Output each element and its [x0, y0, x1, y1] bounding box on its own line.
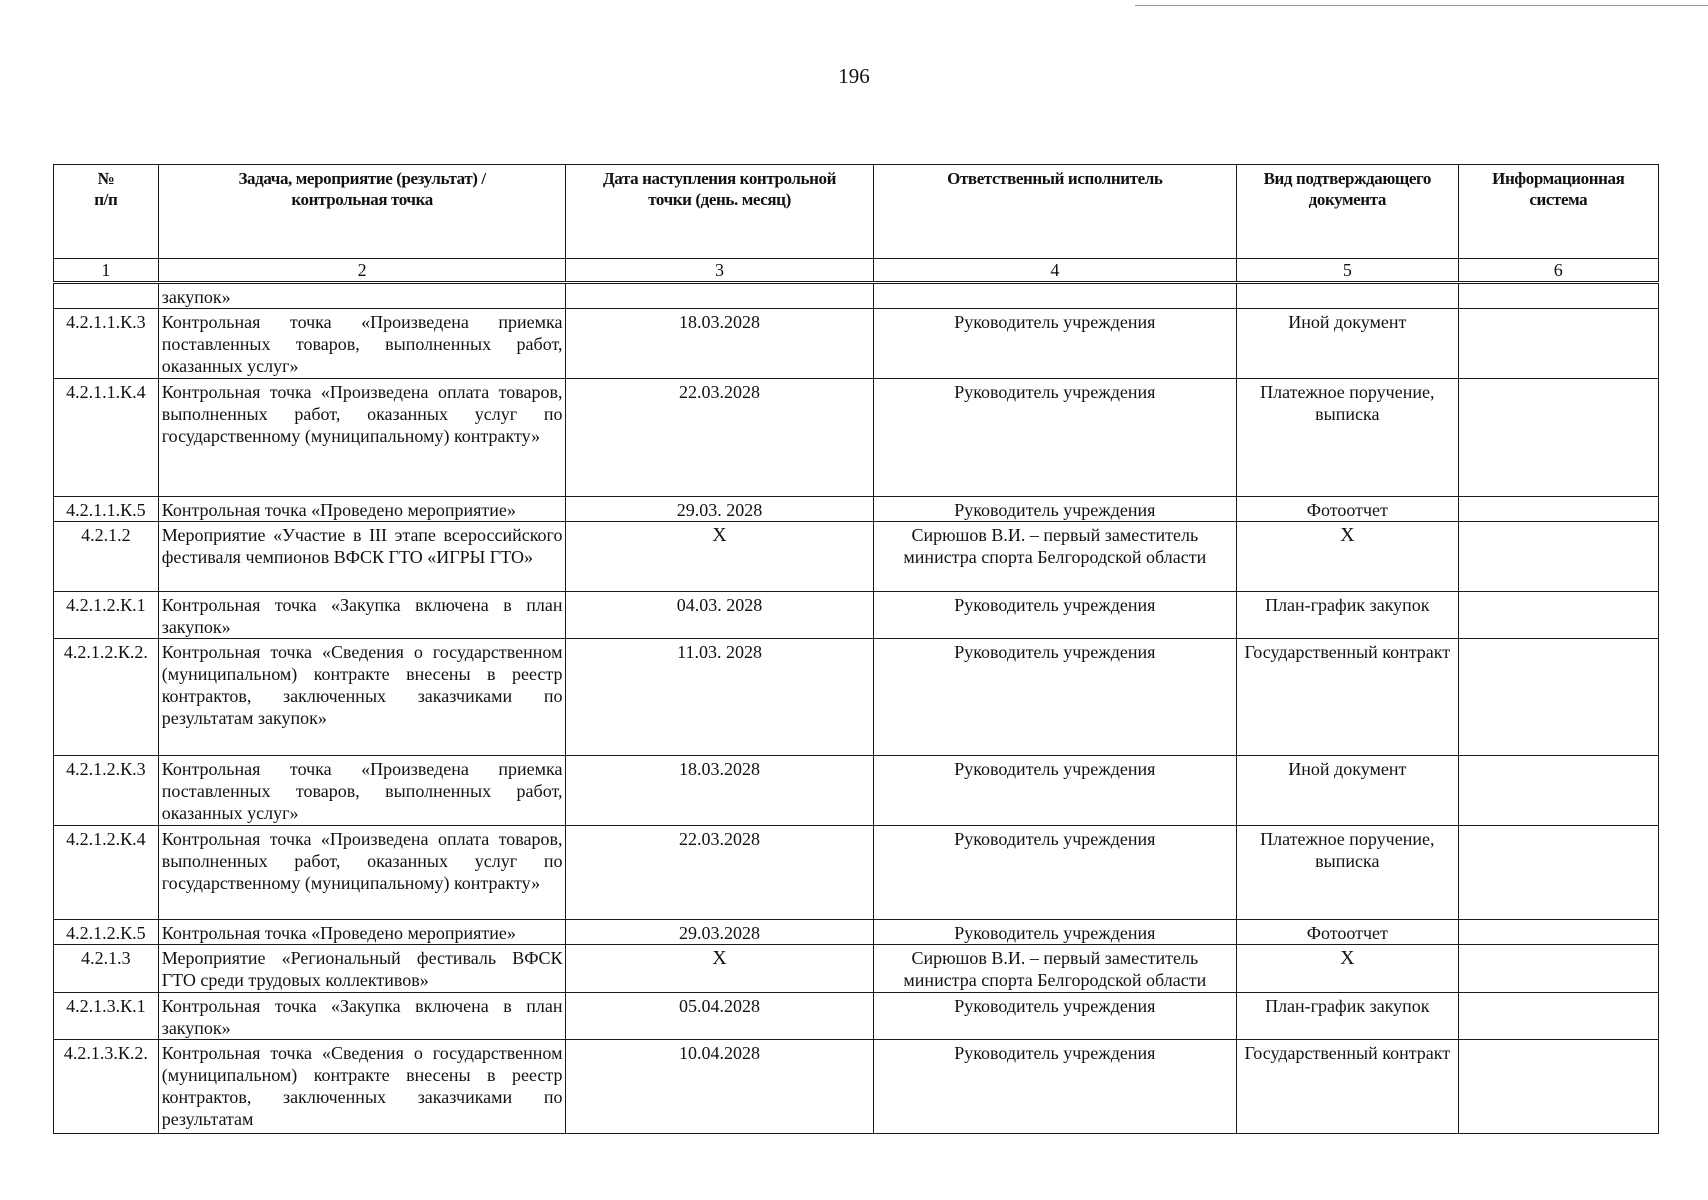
row-system — [1458, 379, 1658, 497]
row-number — [54, 283, 159, 309]
column-number: 6 — [1458, 259, 1658, 283]
row-document: План-график закупок — [1237, 592, 1459, 639]
row-executor: Сирюшов В.И. – первый заместитель министра спорта Белгородской области — [873, 522, 1236, 592]
row-date: 29.03. 2028 — [566, 497, 873, 522]
row-executor: Руководитель учреждения — [873, 309, 1236, 379]
table-row — [54, 945, 1659, 993]
row-system — [1458, 522, 1658, 592]
row-system — [1458, 756, 1658, 826]
row-document: Государственный контракт — [1237, 639, 1459, 756]
control-points-table — [53, 164, 1659, 1134]
table-row — [54, 1040, 1659, 1134]
row-system — [1458, 309, 1658, 379]
column-number: 5 — [1237, 259, 1459, 283]
row-task: Контрольная точка «Произведена оплата товаров, выполненных работ, оказанных услуг по государственному (муниципальному) контракту» — [158, 379, 566, 497]
table-row — [54, 309, 1659, 379]
row-system — [1458, 945, 1658, 993]
row-number: 4.2.1.2.К.4 — [54, 826, 159, 920]
table-row — [54, 826, 1659, 920]
row-number: 4.2.1.2.К.5 — [54, 920, 159, 945]
column-number: 1 — [54, 259, 159, 283]
row-date — [566, 283, 873, 309]
row-document: Платежное поручение, выписка — [1237, 379, 1459, 497]
row-executor: Руководитель учреждения — [873, 379, 1236, 497]
row-executor: Руководитель учреждения — [873, 920, 1236, 945]
row-date: 18.03.2028 — [566, 309, 873, 379]
row-system — [1458, 1040, 1658, 1134]
row-date: Х — [566, 945, 873, 993]
row-number: 4.2.1.2 — [54, 522, 159, 592]
row-date: 10.04.2028 — [566, 1040, 873, 1134]
row-task: Контрольная точка «Сведения о государственном (муниципальном) контракте внесены в реестр контрактов, заключенных заказчиками по результатам — [158, 1040, 566, 1134]
row-executor: Руководитель учреждения — [873, 639, 1236, 756]
header-num: № п/п — [54, 165, 159, 259]
row-task: Контрольная точка «Закупка включена в план закупок» — [158, 993, 566, 1040]
row-system — [1458, 993, 1658, 1040]
row-task: Контрольная точка «Проведено мероприятие» — [158, 920, 566, 945]
row-number: 4.2.1.3 — [54, 945, 159, 993]
row-document: Платежное поручение, выписка — [1237, 826, 1459, 920]
row-number: 4.2.1.2.К.2. — [54, 639, 159, 756]
row-document: Иной документ — [1237, 309, 1459, 379]
row-task: Контрольная точка «Произведена приемка поставленных товаров, выполненных работ, оказанных услуг» — [158, 309, 566, 379]
row-task: закупок» — [158, 283, 566, 309]
row-executor: Руководитель учреждения — [873, 993, 1236, 1040]
column-number-row — [54, 259, 1659, 283]
table-row — [54, 592, 1659, 639]
row-system — [1458, 497, 1658, 522]
row-executor: Руководитель учреждения — [873, 592, 1236, 639]
row-executor: Руководитель учреждения — [873, 1040, 1236, 1134]
row-date: 22.03.2028 — [566, 826, 873, 920]
row-date: 29.03.2028 — [566, 920, 873, 945]
row-task: Контрольная точка «Произведена приемка поставленных товаров, выполненных работ, оказанных услуг» — [158, 756, 566, 826]
header-row — [54, 165, 1659, 259]
row-number: 4.2.1.2.К.3 — [54, 756, 159, 826]
table-row — [54, 993, 1659, 1040]
row-system — [1458, 283, 1658, 309]
row-document — [1237, 283, 1459, 309]
table-row — [54, 497, 1659, 522]
row-number: 4.2.1.3.К.2. — [54, 1040, 159, 1134]
column-number: 2 — [158, 259, 566, 283]
row-document: План-график закупок — [1237, 993, 1459, 1040]
row-document: Х — [1237, 522, 1459, 592]
row-date: Х — [566, 522, 873, 592]
row-number: 4.2.1.3.К.1 — [54, 993, 159, 1040]
row-date: 22.03.2028 — [566, 379, 873, 497]
column-number: 4 — [873, 259, 1236, 283]
column-number: 3 — [566, 259, 873, 283]
row-system — [1458, 826, 1658, 920]
table-row — [54, 379, 1659, 497]
table-row — [54, 639, 1659, 756]
row-task: Мероприятие «Участие в III этапе всероссийского фестиваля чемпионов ВФСК ГТО «ИГРЫ ГТО» — [158, 522, 566, 592]
row-task: Контрольная точка «Произведена оплата товаров, выполненных работ, оказанных услуг по государственному (муниципальному) контракту» — [158, 826, 566, 920]
row-task: Контрольная точка «Проведено мероприятие» — [158, 497, 566, 522]
row-number: 4.2.1.2.К.1 — [54, 592, 159, 639]
row-number: 4.2.1.1.К.4 — [54, 379, 159, 497]
row-executor: Руководитель учреждения — [873, 826, 1236, 920]
row-number: 4.2.1.1.К.5 — [54, 497, 159, 522]
row-system — [1458, 639, 1658, 756]
row-document: Х — [1237, 945, 1459, 993]
row-date: 05.04.2028 — [566, 993, 873, 1040]
row-task: Контрольная точка «Закупка включена в план закупок» — [158, 592, 566, 639]
table-row — [54, 283, 1659, 309]
row-task: Контрольная точка «Сведения о государственном (муниципальном) контракте внесены в реестр контрактов, заключенных заказчиками по результатам закупок» — [158, 639, 566, 756]
table-row — [54, 522, 1659, 592]
row-system — [1458, 920, 1658, 945]
top-border-line — [1135, 5, 1708, 6]
row-executor: Сирюшов В.И. – первый заместитель министра спорта Белгородской области — [873, 945, 1236, 993]
row-document: Государственный контракт — [1237, 1040, 1459, 1134]
row-executor: Руководитель учреждения — [873, 756, 1236, 826]
header-executor: Ответственный исполнитель — [873, 165, 1236, 259]
row-date: 18.03.2028 — [566, 756, 873, 826]
table-row — [54, 756, 1659, 826]
row-task: Мероприятие «Региональный фестиваль ВФСК ГТО среди трудовых коллективов» — [158, 945, 566, 993]
page-number: 196 — [838, 64, 870, 88]
row-system — [1458, 592, 1658, 639]
header-document: Вид подтверждающего документа — [1237, 165, 1459, 259]
table-row — [54, 920, 1659, 945]
row-executor — [873, 283, 1236, 309]
header-date: Дата наступления контрольной точки (день. месяц) — [566, 165, 873, 259]
row-number: 4.2.1.1.К.3 — [54, 309, 159, 379]
header-task: Задача, мероприятие (результат) / контрольная точка — [158, 165, 566, 259]
header-system: Информационная система — [1458, 165, 1658, 259]
row-document: Фотоотчет — [1237, 920, 1459, 945]
row-document: Иной документ — [1237, 756, 1459, 826]
row-document: Фотоотчет — [1237, 497, 1459, 522]
row-date: 04.03. 2028 — [566, 592, 873, 639]
row-date: 11.03. 2028 — [566, 639, 873, 756]
row-executor: Руководитель учреждения — [873, 497, 1236, 522]
